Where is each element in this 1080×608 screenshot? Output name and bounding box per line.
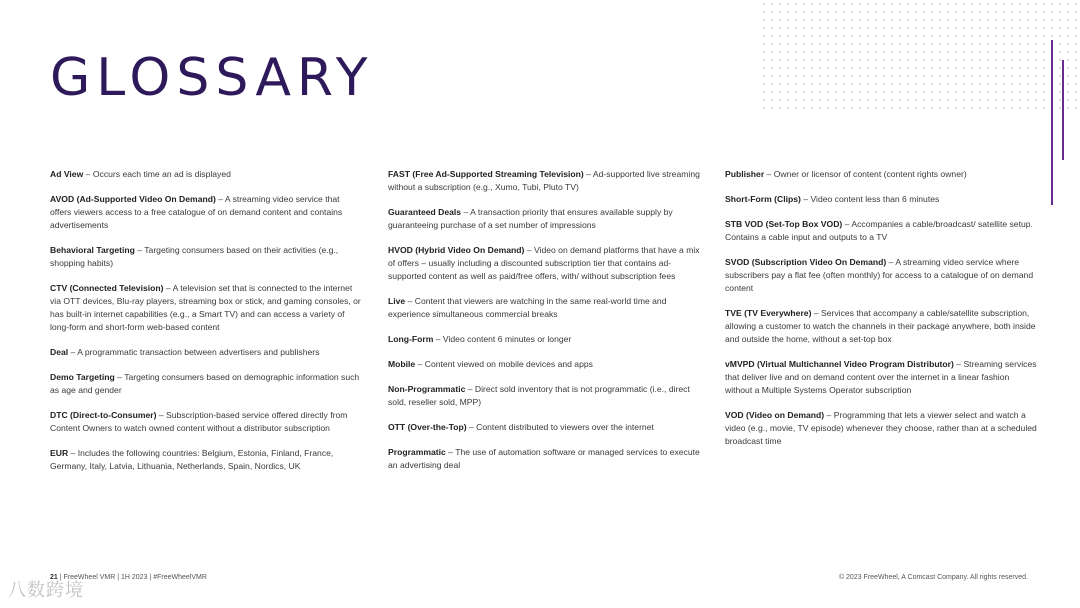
glossary-definition: The use of automation software or managed services to execute an advertising deal bbox=[388, 447, 700, 470]
glossary-term: HVOD (Hybrid Video On Demand) bbox=[388, 245, 525, 255]
glossary-definition: Owner or licensor of content (content rights owner) bbox=[773, 169, 967, 179]
glossary-definition: Programming that lets a viewer select and watch a video (e.g., movie, TV episode) whenever they choose, rather than at a scheduled broadcast time bbox=[725, 410, 1037, 446]
glossary-term: Guaranteed Deals bbox=[388, 207, 462, 217]
glossary-definition: Streaming services that deliver live and on demand content over the internet in a linear fashion without a Multiple Systems Operator subscription bbox=[725, 359, 1037, 395]
glossary-entry bbox=[388, 295, 700, 321]
glossary-term: DTC (Direct-to-Consumer) bbox=[50, 410, 157, 420]
glossary-separator: – bbox=[405, 296, 415, 306]
glossary-term: Live bbox=[388, 296, 406, 306]
glossary-column-1 bbox=[50, 168, 362, 485]
glossary-term: EUR bbox=[50, 448, 69, 458]
glossary-entry bbox=[388, 421, 700, 434]
glossary-definition: Video content less than 6 minutes bbox=[810, 194, 940, 204]
glossary-term: Publisher bbox=[725, 169, 765, 179]
glossary-term: OTT (Over-the-Top) bbox=[388, 422, 467, 432]
glossary-term: TVE (TV Everywhere) bbox=[725, 308, 812, 318]
glossary-term: CTV (Connected Television) bbox=[50, 283, 164, 293]
footer-period: 1H 2023 bbox=[121, 574, 148, 581]
glossary-entry bbox=[725, 193, 1037, 206]
glossary-separator: – bbox=[800, 194, 811, 204]
glossary-definition: Content that viewers are watching in the same real-world time and experience simultaneous commercial breaks bbox=[388, 296, 667, 319]
glossary-term: Short-Form (Clips) bbox=[725, 194, 801, 204]
glossary-definition: Services that accompany a cable/satellite subscription, allowing a customer to watch the channels in their package anywhere, both inside and outside the home, without a set-top box bbox=[725, 308, 1036, 344]
glossary-entry bbox=[388, 358, 700, 371]
glossary-definition: A streaming video service where subscribers pay a flat fee (often monthly) for access to a catalogue of on demand content bbox=[725, 257, 1034, 293]
glossary-definition: Includes the following countries: Belgium, Estonia, Finland, France, Germany, Italy, Latvia, Lithuania, Netherlands, Spain, Nordics, UK bbox=[50, 448, 334, 471]
glossary-entry bbox=[50, 193, 362, 232]
glossary-entry bbox=[388, 383, 700, 409]
accent-line-decoration bbox=[1051, 40, 1053, 205]
glossary-term: Ad View bbox=[50, 169, 84, 179]
glossary-entry bbox=[725, 218, 1037, 244]
glossary-separator: – bbox=[68, 448, 78, 458]
glossary-entry bbox=[725, 307, 1037, 346]
glossary-separator: – bbox=[114, 372, 125, 382]
glossary-definition: Accompanies a cable/broadcast/ satellite setup. Contains a cable input and outputs to a TV bbox=[725, 219, 1033, 242]
glossary-entry bbox=[50, 282, 362, 334]
glossary-term: FAST (Free Ad-Supported Streaming Television) bbox=[388, 169, 584, 179]
glossary-entry bbox=[388, 206, 700, 232]
glossary-separator: – bbox=[824, 410, 834, 420]
glossary-term: SVOD (Subscription Video On Demand) bbox=[725, 257, 887, 267]
accent-line-decoration bbox=[1062, 60, 1064, 160]
footer-divider: | bbox=[149, 574, 152, 581]
footer-hashtag: #FreeWheelVMR bbox=[153, 574, 207, 581]
footer-divider: | bbox=[59, 574, 62, 581]
glossary-separator: – bbox=[445, 447, 456, 457]
glossary-term: Non-Programmatic bbox=[388, 384, 466, 394]
glossary-entry bbox=[725, 409, 1037, 448]
glossary-separator: – bbox=[524, 245, 534, 255]
glossary-term: STB VOD (Set-Top Box VOD) bbox=[725, 219, 843, 229]
glossary-term: AVOD (Ad-Supported Video On Demand) bbox=[50, 194, 216, 204]
glossary-entry bbox=[50, 244, 362, 270]
glossary-entry bbox=[388, 168, 700, 194]
glossary-entry bbox=[50, 346, 362, 359]
glossary-definition: Occurs each time an ad is displayed bbox=[92, 169, 231, 179]
glossary-separator: – bbox=[83, 169, 93, 179]
glossary-separator: – bbox=[156, 410, 167, 420]
glossary-definition: A streaming video service that offers viewers access to a free catalogue of on demand content and contains advertisements bbox=[50, 194, 343, 230]
dot-pattern-decoration bbox=[760, 0, 1080, 110]
glossary-definition: Content viewed on mobile devices and apps bbox=[424, 359, 593, 369]
glossary-separator: – bbox=[764, 169, 774, 179]
glossary-entry bbox=[50, 371, 362, 397]
glossary-column-2 bbox=[388, 168, 700, 484]
glossary-definition: Targeting consumers based on their activities (e.g., shopping habits) bbox=[50, 245, 339, 268]
glossary-separator: – bbox=[811, 308, 822, 318]
footer-divider: | bbox=[117, 574, 120, 581]
glossary-separator: – bbox=[465, 384, 475, 394]
glossary-separator: – bbox=[466, 422, 477, 432]
page-title: GLOSSARY bbox=[50, 48, 374, 108]
glossary-definition: Direct sold inventory that is not programmatic (i.e., direct sold, reseller sold, MPP) bbox=[388, 384, 690, 407]
glossary-definition: Targeting consumers based on demographic information such as age and gender bbox=[50, 372, 360, 395]
footer-report: FreeWheel VMR bbox=[63, 574, 116, 581]
glossary-separator: – bbox=[215, 194, 225, 204]
glossary-definition: Video content 6 minutes or longer bbox=[442, 334, 572, 344]
glossary-separator: – bbox=[461, 207, 471, 217]
glossary-term: Long-Form bbox=[388, 334, 434, 344]
glossary-definition: A transaction priority that ensures available supply by guaranteeing purchase of a set number of impressions bbox=[388, 207, 673, 230]
glossary-separator: – bbox=[134, 245, 145, 255]
glossary-entry bbox=[725, 256, 1037, 295]
glossary-term: Behavioral Targeting bbox=[50, 245, 135, 255]
glossary-entry bbox=[50, 409, 362, 435]
page-number: 21 bbox=[50, 574, 58, 581]
glossary-separator: – bbox=[842, 219, 852, 229]
glossary-entry bbox=[725, 358, 1037, 397]
glossary-separator: – bbox=[886, 257, 896, 267]
glossary-term: Deal bbox=[50, 347, 69, 357]
glossary-entry bbox=[388, 446, 700, 472]
glossary-definition: Ad-supported live streaming without a subscription (e.g., Xumo, Tubi, Pluto TV) bbox=[388, 169, 700, 192]
glossary-entry bbox=[388, 333, 700, 346]
glossary-separator: – bbox=[953, 359, 964, 369]
glossary-separator: – bbox=[583, 169, 593, 179]
glossary-term: VOD (Video on Demand) bbox=[725, 410, 825, 420]
glossary-separator: – bbox=[433, 334, 443, 344]
glossary-separator: – bbox=[415, 359, 425, 369]
glossary-entry bbox=[725, 168, 1037, 181]
glossary-separator: – bbox=[68, 347, 78, 357]
glossary-column-3 bbox=[725, 168, 1037, 460]
glossary-definition: A television set that is connected to the internet via OTT devices, Blu-ray players, streaming box or stick, and gaming consoles, or has built-in internet capabilities (e.g., a Smart TV) and can access a variety of long-form and short-form web-based content bbox=[50, 283, 361, 332]
glossary-definition: Subscription-based service offered directly from Content Owners to watch owned content without a distributor subscription bbox=[50, 410, 348, 433]
glossary-term: vMVPD (Virtual Multichannel Video Program Distributor) bbox=[725, 359, 954, 369]
glossary-entry bbox=[388, 244, 700, 283]
watermark: 八数跨境 bbox=[8, 580, 84, 600]
footer-copyright: © 2023 FreeWheel, A Comcast Company. All rights reserved. bbox=[838, 574, 1028, 581]
glossary-term: Mobile bbox=[388, 359, 416, 369]
glossary-definition: Content distributed to viewers over the internet bbox=[476, 422, 654, 432]
glossary-definition: A programmatic transaction between advertisers and publishers bbox=[77, 347, 320, 357]
glossary-term: Demo Targeting bbox=[50, 372, 115, 382]
glossary-term: Programmatic bbox=[388, 447, 446, 457]
glossary-entry bbox=[50, 447, 362, 473]
glossary-definition: Video on demand platforms that have a mix of offers – usually including a discounted subscription tier that contains ad-supported content as well as paid/free offers, with/ without subscription fees bbox=[388, 245, 700, 281]
glossary-separator: – bbox=[163, 283, 173, 293]
glossary-entry bbox=[50, 168, 362, 181]
